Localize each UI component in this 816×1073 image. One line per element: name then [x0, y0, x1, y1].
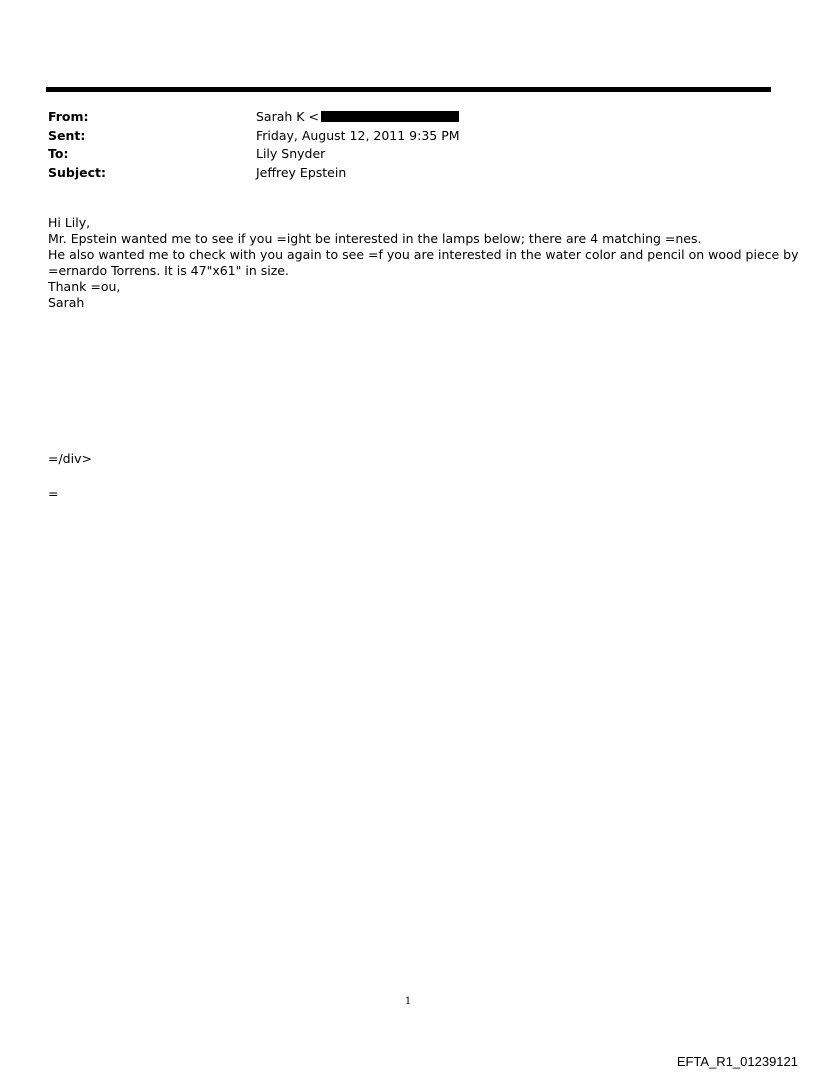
- body-line: =ernardo Torrens. It is 47"x61" in size.: [48, 263, 289, 278]
- to-value: Lily Snyder: [256, 146, 326, 161]
- to-label: To:: [48, 146, 69, 161]
- body-line: He also wanted me to check with you again to see =f you are interested in the water color and pencil on wood piece by: [48, 247, 799, 262]
- sent-row: [48, 127, 460, 146]
- from-row: [48, 108, 460, 127]
- redaction-bar: [321, 111, 459, 122]
- to-row: [48, 145, 460, 164]
- body-line: Hi Lily,: [48, 215, 91, 230]
- from-value: [256, 108, 459, 127]
- body-line: Thank =ou,: [48, 279, 121, 294]
- page-number: 1: [404, 996, 412, 1007]
- body-line: Mr. Epstein wanted me to see if you =ight be interested in the lamps below; there are 4 matching =nes.: [48, 231, 702, 246]
- equals-fragment: =: [48, 486, 59, 501]
- from-name: Sarah K <: [256, 109, 319, 124]
- body-line: Sarah: [48, 295, 85, 310]
- header-rule: [46, 87, 771, 92]
- sent-value: Friday, August 12, 2011 9:35 PM: [256, 127, 460, 143]
- sent-label: Sent:: [48, 127, 86, 143]
- subject-row: [48, 164, 460, 183]
- email-header: [48, 108, 460, 182]
- html-fragment: =/div>: [48, 451, 92, 466]
- from-label: From:: [48, 109, 89, 124]
- subject-label: Subject:: [48, 164, 106, 180]
- document-id: EFTA_R1_01239121: [676, 1054, 798, 1069]
- email-body: [48, 215, 799, 311]
- subject-value: Jeffrey Epstein: [256, 164, 347, 180]
